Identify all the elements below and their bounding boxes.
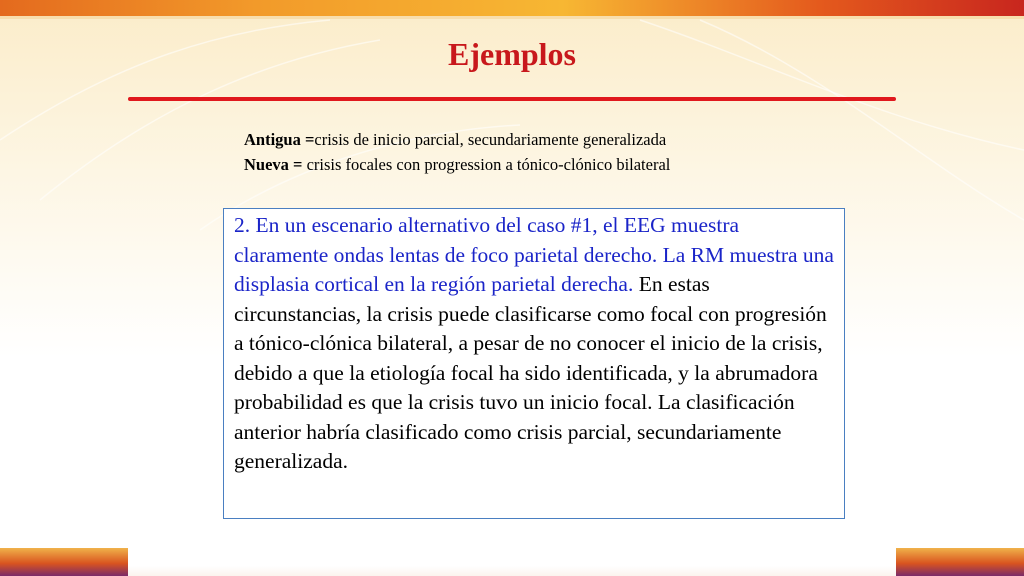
bottom-left-band [0,548,128,576]
old-definition [244,127,670,152]
new-label: Nueva = [244,155,303,174]
old-label: Antigua = [244,130,315,149]
case-scenario: 2. En un escenario alternativo del caso #1, el EEG muestra claramente ondas lentas de foco parietal derecho. La RM muestra una displasia cortical en la región parietal derecha. [234,213,834,296]
old-text: crisis de inicio parcial, secundariamente generalizada [314,130,667,149]
bottom-fade [128,566,896,576]
top-color-band [0,0,1024,16]
new-text: crisis focales con progression a tónico-clónico bilateral [302,155,671,174]
case-text-box [223,208,845,519]
title-underline [128,97,896,101]
case-paragraph [234,211,834,477]
case-explanation: En estas circunstancias, la crisis puede clasificarse como focal con progresión a tónico-clónica bilateral, a pesar de no conocer el inicio de la crisis, debido a que la etiología focal ha sido identificada, y la abrumadora probabilidad es que la crisis tuvo un inicio focal. La clasificación anterior habría clasificado como crisis parcial, secundariamente generalizada. [234,272,827,473]
bottom-right-band [896,548,1024,576]
slide-title: Ejemplos [448,36,576,72]
top-band-shadow [0,16,1024,19]
new-definition [244,152,670,177]
classification-definitions [244,127,670,177]
